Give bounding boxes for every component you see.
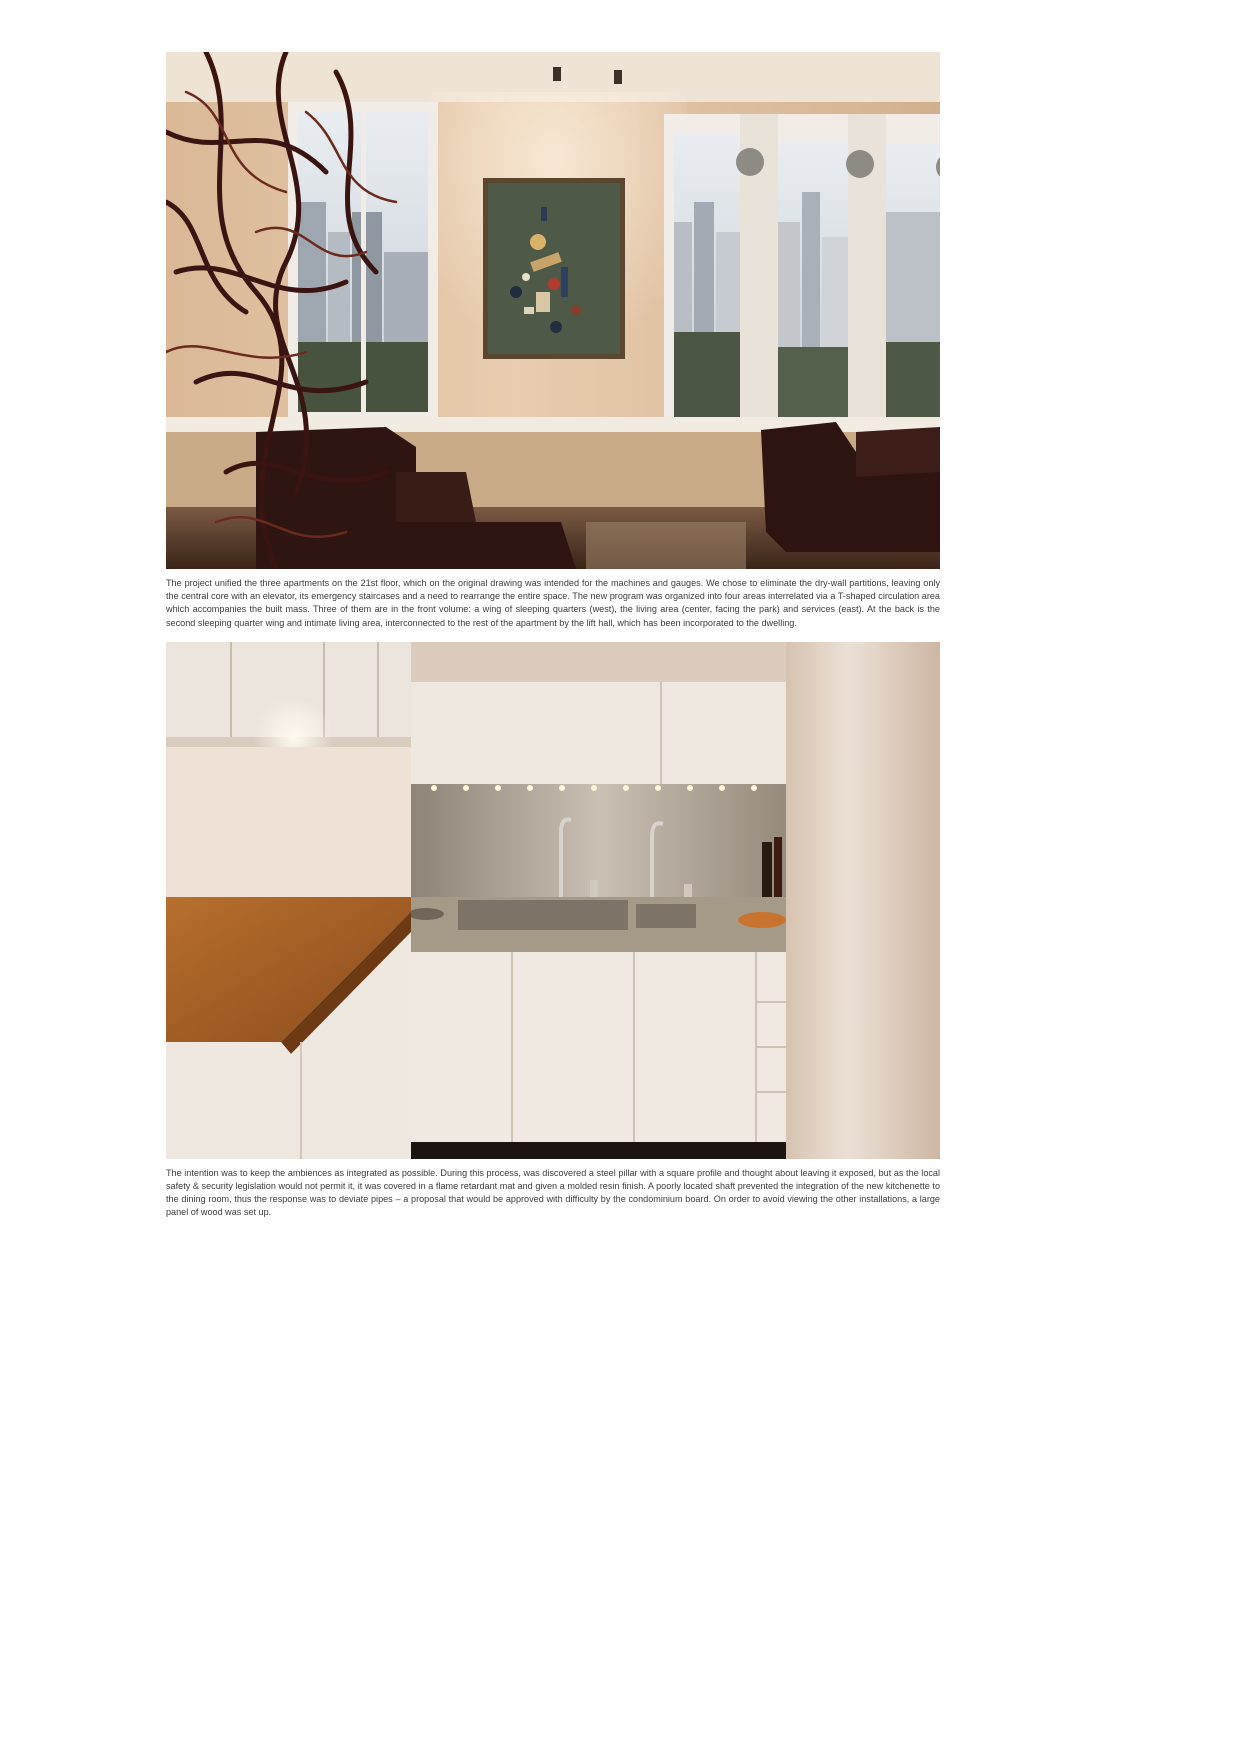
figure-caption-1: The project unified the three apartments on the 21st floor, which on the original drawing was intended for the machines and gauges. We chose to eliminate the dry-wall partitions, leaving only the central core with an elevator, its emergency staircases and a need to rearrange the entire space. The new program was organized into four areas interrelated via a T-shaped circulation area which accompanies the built mass. Three of them are in the front volume: a wing of sleeping quarters (west), the living area (center, facing the park) and services (east). At the back is the second sleeping quarter wing and intimate living area, interconnected to the rest of the apartment by the lift hall, which has been incorporated to the dwelling. <box>166 578 940 628</box>
kitchen-photo <box>166 642 940 1159</box>
figure-caption-2: The intention was to keep the ambiences as integrated as possible. During this process, was discovered a steel pillar with a square profile and thought about leaving it exposed, but as the local safety & security legislation would not permit it, it was covered in a flame retardant mat and given a molded resin finish. A poorly located shaft prevented the integration of the new kitchenette to the dining room, thus the response was to deviate pipes – a proposal that would be approved with difficulty by the condominium board. On order to avoid viewing the other installations, a large panel of wood was set up. <box>166 1167 940 1218</box>
living-room-photo <box>166 52 940 569</box>
document-page <box>166 52 940 1220</box>
